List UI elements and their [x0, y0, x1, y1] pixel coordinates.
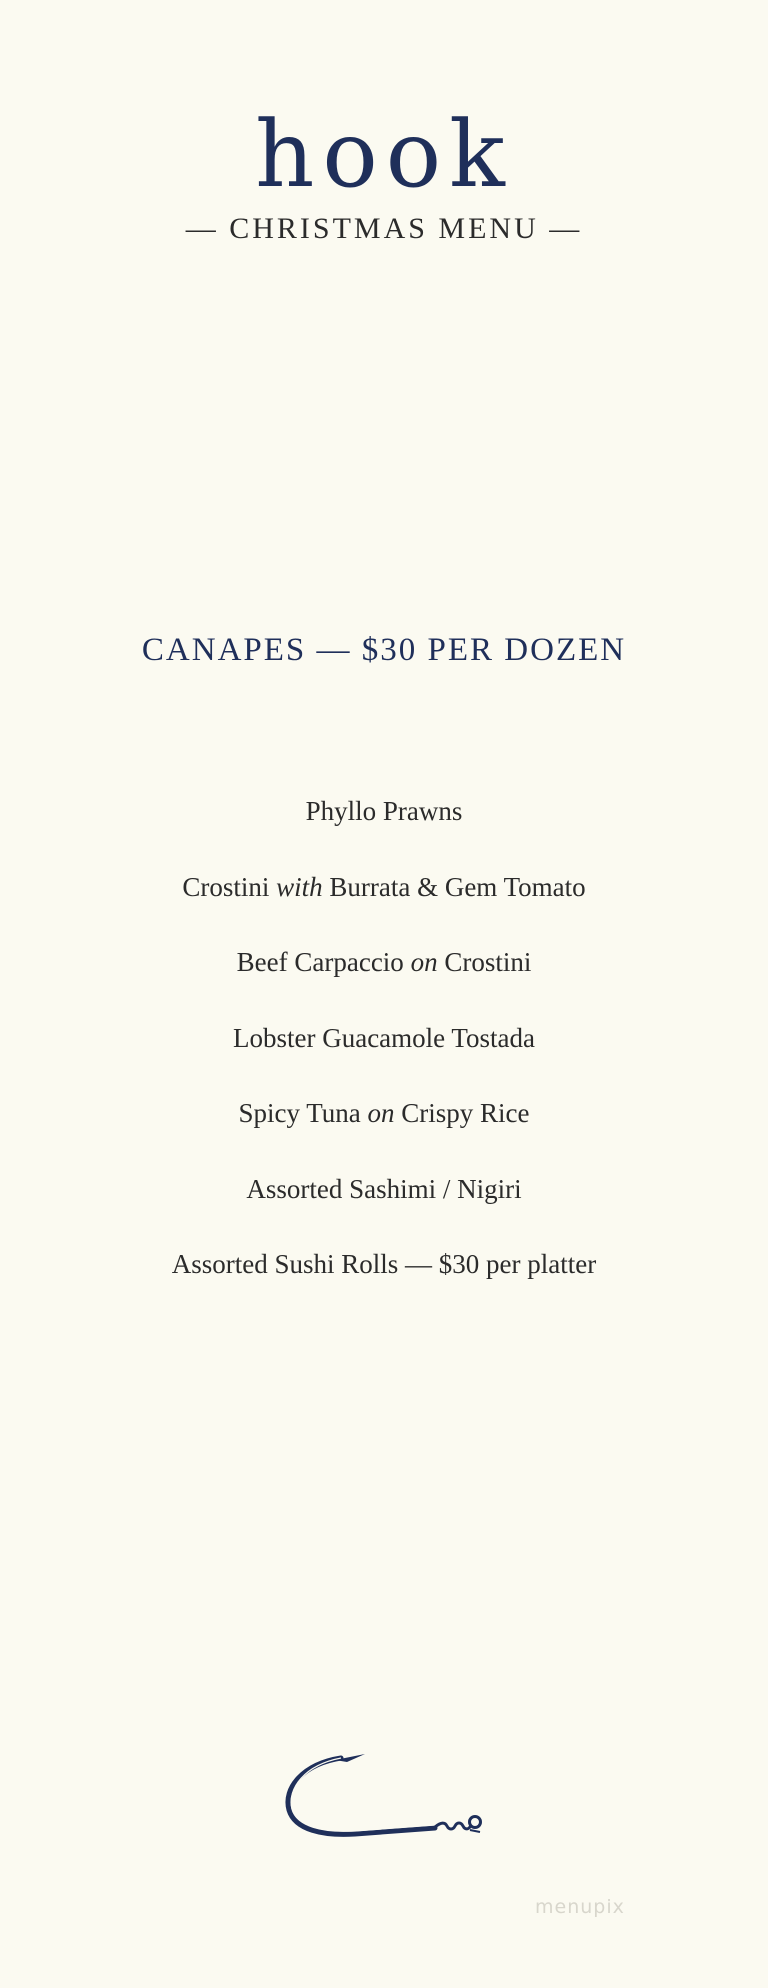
menu-item: [0, 793, 768, 869]
menu-item: [0, 1171, 768, 1247]
restaurant-logo: hook: [255, 101, 513, 208]
menu-item: [0, 1095, 768, 1171]
menu-item: [0, 1020, 768, 1096]
menu-item-text: Burrata & Gem Tomato: [322, 871, 586, 902]
watermark: menupix: [535, 1896, 625, 1918]
menu-item: [0, 944, 768, 1020]
menu-subtitle: — CHRISTMAS MENU —: [185, 212, 583, 245]
menu-item-connector: on: [367, 1098, 395, 1128]
menu-item-text: Crispy Rice: [394, 1098, 530, 1128]
menu-item-text: Assorted Sashimi / Nigiri: [246, 1173, 522, 1204]
menu-item-text: Crostini: [182, 871, 277, 902]
menu-item-text: Phyllo Prawns: [305, 796, 463, 826]
menu-item-connector: with: [276, 871, 323, 902]
menu-item-text: Assorted Sushi Rolls — $30 per platter: [171, 1249, 597, 1279]
menu-item-text: Lobster Guacamole Tostada: [232, 1022, 535, 1053]
fish-hook-icon: [275, 1748, 495, 1846]
section-title: CANAPES — $30 PER DOZEN: [141, 632, 627, 668]
menu-item-text: Crostini: [437, 947, 532, 977]
menu-item-text: Beef Carpaccio: [236, 947, 411, 977]
menu-header: [0, 101, 768, 249]
menu-item-connector: on: [410, 947, 438, 977]
menu-item-list: [0, 793, 768, 1322]
menu-item-text: Spicy Tuna: [238, 1098, 368, 1128]
menu-item: [0, 1246, 768, 1322]
menu-item: [0, 869, 768, 945]
